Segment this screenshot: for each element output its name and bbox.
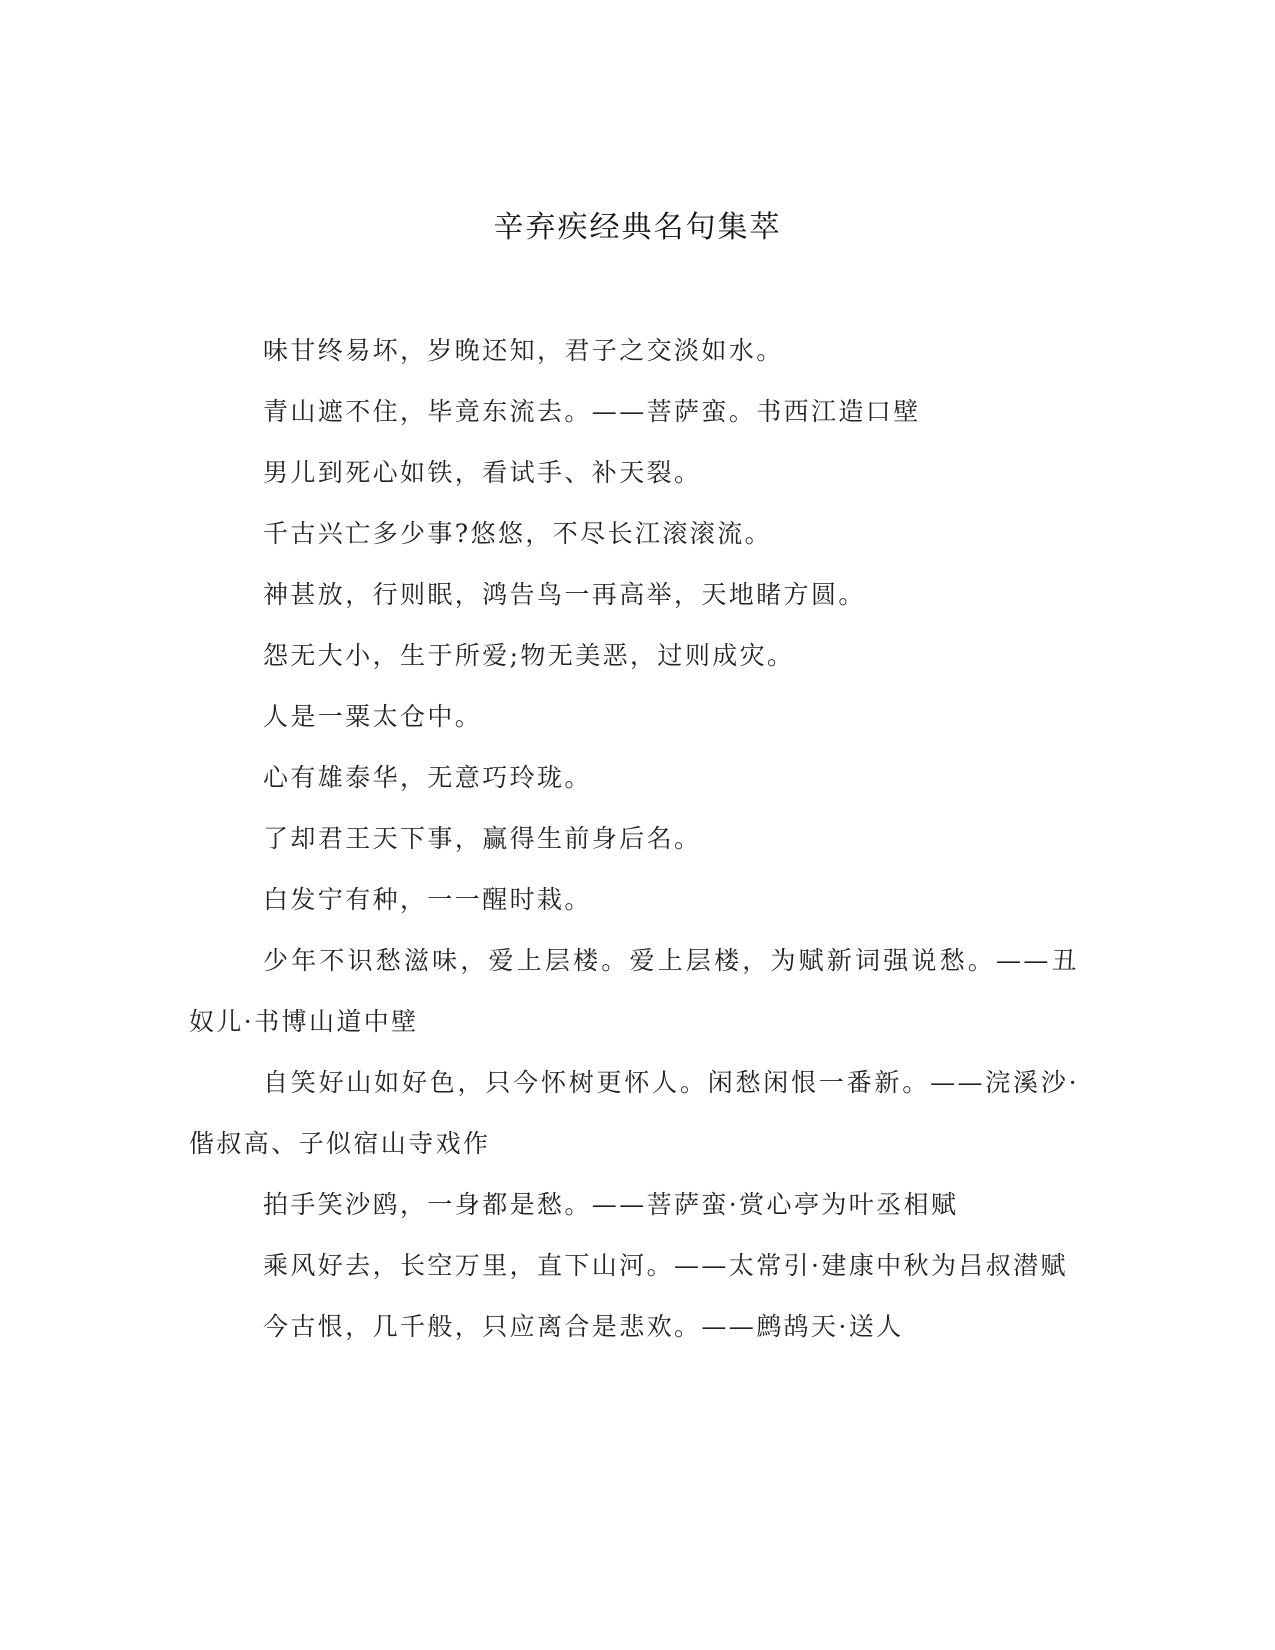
paragraph: 了却君王天下事，赢得生前身后名。 <box>263 824 702 853</box>
paragraph: 少年不识愁滋味，爱上层楼。爱上层楼，为赋新词强说愁。——丑奴儿·书博山道中壁 <box>189 946 1079 1036</box>
paragraph: 自笑好山如好色，只今怀树更怀人。闲愁闲恨一番新。——浣溪沙·偕叔高、子似宿山寺戏作 <box>189 1068 1079 1158</box>
document-body <box>189 320 1079 1357</box>
paragraph: 青山遮不住，毕竟东流去。——菩萨蛮。书西江造口壁 <box>263 397 921 426</box>
paragraph: 心有雄泰华，无意巧玲珑。 <box>263 763 592 792</box>
paragraph: 白发宁有种，一一醒时栽。 <box>263 885 592 914</box>
paragraph: 男儿到死心如铁，看试手、补天裂。 <box>263 458 702 487</box>
page-title: 辛弃疾经典名句集萃 <box>493 210 782 245</box>
paragraph: 乘风好去，长空万里，直下山河。——太常引·建康中秋为吕叔潜赋 <box>263 1251 1068 1280</box>
paragraph: 千古兴亡多少事?悠悠，不尽长江滚滚流。 <box>263 519 773 548</box>
paragraph: 神甚放，行则眠，鸿告鸟一再高举，天地睹方圆。 <box>263 580 866 609</box>
paragraph: 味甘终易坏，岁晚还知，君子之交淡如水。 <box>263 336 784 365</box>
paragraph: 今古恨，几千般，只应离合是悲欢。——鹧鸪天·送人 <box>263 1312 904 1341</box>
paragraph: 怨无大小，生于所爱;物无美恶，过则成灾。 <box>263 641 795 670</box>
paragraph: 人是一粟太仓中。 <box>263 702 483 731</box>
paragraph: 拍手笑沙鸥，一身都是愁。——菩萨蛮·赏心亭为叶丞相赋 <box>263 1190 959 1219</box>
